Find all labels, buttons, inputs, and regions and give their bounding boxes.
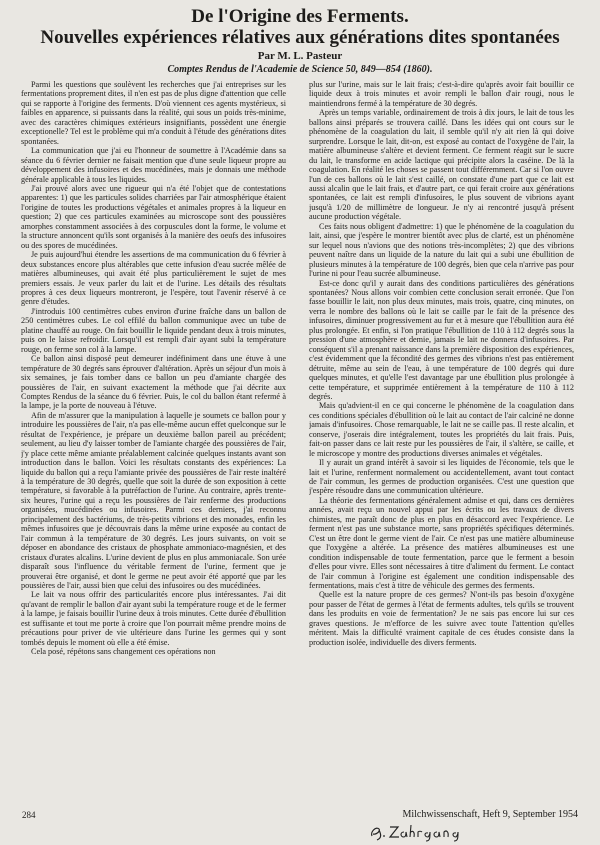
paragraph: J'introduis 100 centimètres cubes environ d'urine fraîche dans un ballon de 250 centimètres cubes. Le col effilé du ballon communique avec un tube de platine chauffé au rouge. On fait bouillir le liquide pendant deux à trois minutes, puis on le laisse refroidir. Lorsqu'il est rempli d'air ayant subi la température rouge, on ferme son col à la lampe. [21,306,286,354]
paragraph: Après un temps variable, ordinairement de trois à dix jours, le lait de tous les ballons ainsi préparés se trouvera caillé. Dans les idées qui ont cours sur le phénomène de la coagulation du lait, il semble qu'il n'y ait rien là qui doive surprendre. Lorsque le lait, dit-on, est exposé au contact de l'oxygène de l'air, la matière albumineuse s'altère et devient ferment. Ce ferment réagit sur le sucre du lait, le transforme en acide lactique qui précipite alors la caséine. De là la coagulation. En réalité les choses se passent tout différemment. Car si l'on ouvre l'un de ces ballons où le lait s'est caillé, on constate d'une part que ce lait est aussi alcalin que le lait frais, et d'autre part, ce qui ferait croire aux générations spontanées, ce lait est rempli d'infusoires, le plus souvent de vibrions ayant jusqu'à 1/20 de millimètre de longueur. Je n'y ai rencontré jusqu'à présent aucune production végétale. [309,108,574,222]
paragraph: Afin de m'assurer que la manipulation à laquelle je soumets ce ballon pour y introduire les poussières de l'air, n'a pas elle-même aucun effet quelconque sur le résultat de l'expérience, je prépare un deuxième ballon pareil au précédent; seulement, au lieu d'y laisser tomber de l'amiante chargée des poussières de l'air, j'y place cette même amiante préalablement calcinée quelques instants avant son introduction dans le ballon. Voici les résultats constants des expériences: La liquide du ballon qui a reçu l'amiante privée des poussières de l'air reste inaltéré à la température de 30 degrés, quelle que soit la durée de son exposition à cette température, si favorable à la putréfaction de l'urine. Au contraire, après trente-six heures, l'urine qui a reçu les poussières de l'air renferme des productions organisées, mucédinées ou infusoires. Parmi ces derniers, j'ai reconnu principalement des bactériums, de très-petits vibrions et des monades, enfin les mêmes infusoires que je découvrais dans la même urine exposée au contact de l'air commun à la température de 30 degrés. Les jours suivants, on voit se déposer en abondance des cristaux de phosphate ammoniaco-magnésien, et des cristaux d'urates alcalins. L'urine devient de plus en plus ammoniacale. Son urée disparaît sous l'influence du véritable ferment de l'urine, ferment que je prouverai être organisé, et dont le germe ne peut avoir été apporté que par les poussières de l'air, aussi bien que celui des infusoires ou des mucédinées. [21,410,286,591]
paragraph: Il y aurait un grand intérêt à savoir si les liquides de l'économie, tels que le lait et l'urine, renferment normalement ou accidentellement, avant tout contact de l'air commun, les germes de production organisées. C'est une question que j'espère résoudre dans une communication ultérieure. [309,458,574,496]
paragraph: Quelle est la nature propre de ces germes? N'ont-ils pas besoin d'oxygène pour passer de l'état de germes à l'état de ferments adultes, tels qu'ils se trouvent dans les produits en voie de fermentation? Je ne sais pas encore lui sur ces graves questions. Je m'efforce de les suivre avec toute l'attention qu'elles méritent. Mais la difficulté vraiment capitale de ces études consiste dans la production isolée, individuelle des divers ferments. [309,590,574,647]
article-subtitle: Nouvelles expériences rélatives aux générations dites spontanées [40,27,560,48]
paragraph: J'ai prouvé alors avec une rigueur qui n'a été l'objet que de contestations apparentes: 1) que les particules solides charriées par l'air atmosphérique étaient l'origine de toutes les productions végétales et animales propres à la liqueur en question; 2) que ces particules examinées au microscope sont des poussières amorphes constamment associées à des corpuscules dont la forme, le volume et la structure annoncent qu'ils sont organisés à la manière des oeufs des infusoires ou des spores de mucédinées. [21,183,286,250]
paragraph: plus sur l'urine, mais sur le lait frais; c'est-à-dire qu'après avoir fait bouillir ce liquide deux à trois minutes et avoir rempli le ballon d'air rougi, nous le maintiendrons fermé à la température de 30 degrés. [309,80,574,108]
paragraph: Le lait va nous offrir des particularités encore plus intéressantes. J'ai dit qu'avant de remplir le ballon d'air ayant subi la température rouge et de le fermer à la lampe, je faisais bouillir l'urine deux à trois minutes. Cette durée d'ébullition est suffisante et tout me porte à croire que l'on pourrait même prendre moins de précautions pour priver de vie ultérieure dans l'urine les germes qui y sont tombés depuis le moment où elle a été émise. [21,590,286,647]
paragraph: La théorie des fermentations généralement admise et qui, dans ces dernières années, avait reçu un nouvel appui par les écrits ou les travaux de divers chimistes, me paraît donc de plus en plus en désaccord avec l'expérience. Le ferment n'est pas une substance morte, sans propriétés spécifiques déterminés. C'est un être dont le germe vient de l'air. Ce n'est pas une matière albumineuse que l'oxygène a altérée. La présence des matières albumineuses est une condition indispensable de toute fermentation, parce que le ferment a besoin d'elles pour vivre. Elles sont nécessaires à titre d'aliment du ferment. Le contact de l'air commun à l'origine est également une condition indispensable des fermentations, mais c'est à titre de véhicule des germes des ferments. [309,495,574,591]
paragraph: Je puis aujourd'hui étendre les assertions de ma communication du 6 février à deux substances encore plus altérables que cette infusion d'eau sucrée mêlée de matières albumineuses, qui avait été plus particulièrement le sujet de mes premiers essais. Je veux parler du lait et de l'urine. Les détails des résultats propres à ces deux liqueurs montreront, je l'espère, tout l'avenir réservé à ce genre d'études. [21,250,286,307]
text-column-right [309,80,574,806]
handwritten-signature [368,820,464,842]
paragraph: Est-ce donc qu'il y aurait dans des conditions particulières des générations spontanées? Nous allons voir combien cette conclusion serait erronée. Que l'on fasse bouillir le lait, non plus deux minutes, mais trois, quatre, cinq minutes, on verra le nombre des ballons où le lait se caille par le fait de la présence des infusoires, diminuer progressivement au fur et à mesure que l'ébullition aura été plus prolongée. Et enfin, si l'on pratique l'ébullition de 110 à 112 degrés sous la pression d'une atmosphère et demie, jamais le lait ne donnera d'infusoires. Par conséquent s'il a prenant naissance dans la première disposition des expériences, c'est évidemment que la fécondité des germes des vibrions n'est pas entièrement détruite, même au sein de l'eau, à une température de 100 degrés qui dure quelques minutes, et qu'elle l'est davantage par une ébullition plus prolongée à cette température, et supprimée entièrement à la température de 110 à 112 degrés. [309,278,574,401]
article-byline: Par M. L. Pasteur [257,50,343,62]
paragraph: Mais qu'advient-il en ce qui concerne le phénomène de la coagulation dans ces conditions spéciales d'ébullition où le lait au contact de l'air calciné ne donne jamais d'infusoires. Chose remarquable, le lait ne se caille pas. Il reste alcalin, et conserve, j'oserais dire intégralement, toutes les propriétés du lait frais. Puis, fait-on passer dans ce lait reste pur les poussières de l'air, il s'altère, se caille, et le microscope y montre des productions diverses animales et végétales. [309,401,574,458]
page-number: 284 [22,810,36,820]
article-title: De l'Origine des Ferments. [191,6,409,27]
text-column-left [21,80,286,806]
paragraph: La communication que j'ai eu l'honneur de soumettre à l'Académie dans sa séance du 6 février dernier ne faisait mention que d'une seule liqueur propre au développement des infusoires et des mucédinées, mais je donnais une méthode générale applicable à tous les liquides. [21,146,286,184]
journal-reference: Milchwissenschaft, Heft 9, September 1954 [402,809,578,820]
article-source: Comptes Rendus de l'Academie de Science 50, 849—854 (1860). [167,64,433,75]
paragraph: Ces faits nous obligent d'admettre: 1) que le phénomène de la coagulation du lait, ainsi, que j'espère le montrer bientôt avec plus de clarté, est un phénomène sur lequel nous n'avions que des notions très-incomplètes; 2) que des vibrions peuvent naître dans un liquide de la nature du lait qui a subi une ébullition de plusieurs minutes à la température de 100 degrés, bien que cela n'arrive pas pour l'urine ni pour l'eau sucrée albumineuse. [309,221,574,279]
paragraph: Ce ballon ainsi disposé peut demeurer indéfiniment dans une étuve à une température de 30 degrés sans éprouver d'altération. Après un séjour d'un mois à six semaines, je fais tomber dans ce ballon un peu d'amiante chargée des poussières de l'air, en suivant exactement la méthode que j'ai décrite aux Comptes Rendus de la séance du 6 février. Puis, le col du ballon étant refermé à la lampe, je la porte de nouveau à l'étuve. [21,354,286,411]
paragraph: Cela posé, répétons sans changement ces opérations non [31,647,216,657]
paragraph: Parmi les questions que soulèvent les recherches que j'ai entreprises sur les fermentations proprement dites, il n'en est pas de plus digne d'attention que celle qui se rapporte à l'origine des ferments. D'où viennent ces agents mystérieux, si faibles en apparence, si puissants dans la réalité, qui sous un poids très-minime, avec des caractères chimiques extérieurs insignifiants, possèdent une énergie exceptionelle? Tel est le problème qui m'a conduit à l'étude des générations dites spontanées. [21,80,286,146]
